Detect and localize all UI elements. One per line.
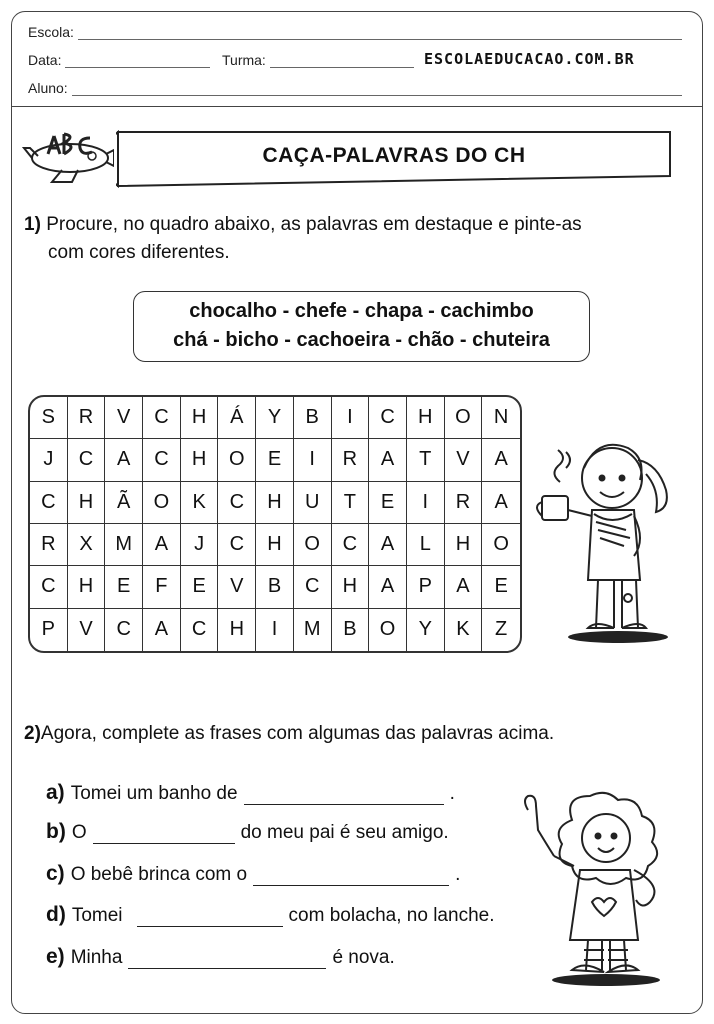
grid-cell[interactable]: U <box>294 482 332 524</box>
grid-cell[interactable]: A <box>445 566 483 608</box>
sentence-a-label: a) <box>46 781 65 804</box>
turma-field[interactable] <box>222 52 414 68</box>
question-2-text: Agora, complete as frases com algumas das palavras acima. <box>40 723 555 744</box>
grid-cell[interactable]: H <box>181 439 219 481</box>
grid-cell[interactable]: I <box>256 609 294 651</box>
grid-cell[interactable]: P <box>30 609 68 651</box>
grid-cell[interactable]: O <box>482 524 520 566</box>
grid-cell[interactable]: Y <box>256 397 294 439</box>
sentence-c-label: c) <box>46 862 65 885</box>
grid-cell[interactable]: V <box>68 609 106 651</box>
grid-cell[interactable]: P <box>407 566 445 608</box>
aluno-field[interactable] <box>28 80 682 96</box>
grid-cell[interactable]: O <box>294 524 332 566</box>
grid-cell[interactable]: T <box>332 482 370 524</box>
grid-cell[interactable]: C <box>105 609 143 651</box>
grid-cell[interactable]: C <box>218 482 256 524</box>
grid-cell[interactable]: C <box>369 397 407 439</box>
site-url: ESCOLAEDUCACAO.COM.BR <box>424 50 635 68</box>
sentence-a-after: . <box>449 783 455 804</box>
grid-cell[interactable]: A <box>482 439 520 481</box>
grid-cell[interactable]: J <box>30 439 68 481</box>
sentence-d <box>46 903 494 927</box>
grid-cell[interactable]: I <box>407 482 445 524</box>
grid-cell[interactable]: C <box>30 566 68 608</box>
grid-cell[interactable]: X <box>68 524 106 566</box>
grid-cell[interactable]: C <box>143 397 181 439</box>
grid-cell[interactable]: C <box>294 566 332 608</box>
grid-cell[interactable]: S <box>30 397 68 439</box>
sentence-a-before: Tomei um banho de <box>70 783 238 804</box>
sentence-c <box>46 862 460 886</box>
grid-cell[interactable]: H <box>332 566 370 608</box>
question-1-line1: Procure, no quadro abaixo, as palavras em destaque e pinte-as <box>46 214 582 235</box>
sentence-e-before: Minha <box>70 947 123 968</box>
girl-with-cup-illustration <box>528 430 678 648</box>
grid-cell[interactable]: H <box>68 566 106 608</box>
grid-cell[interactable]: H <box>218 609 256 651</box>
grid-cell[interactable]: C <box>68 439 106 481</box>
sentence-c-before: O bebê brinca com o <box>70 864 248 885</box>
grid-cell[interactable]: B <box>256 566 294 608</box>
grid-cell[interactable]: K <box>181 482 219 524</box>
grid-cell[interactable]: H <box>256 482 294 524</box>
grid-cell[interactable]: O <box>369 609 407 651</box>
sentence-d-label: d) <box>46 903 66 926</box>
grid-cell[interactable]: M <box>294 609 332 651</box>
question-2 <box>24 720 684 748</box>
grid-cell[interactable]: T <box>407 439 445 481</box>
data-label: Data: <box>28 52 62 68</box>
sentence-c-blank[interactable] <box>253 882 449 886</box>
grid-cell[interactable]: V <box>445 439 483 481</box>
sentence-b-before: O <box>71 822 87 843</box>
sentence-e-after: é nova. <box>332 947 395 968</box>
word-list-line2: chá - bicho - cachoeira - chão - chuteira <box>173 329 550 351</box>
grid-cell[interactable]: Ã <box>105 482 143 524</box>
sentence-b-label: b) <box>46 820 66 843</box>
question-2-number: 2) <box>24 723 41 744</box>
grid-cell[interactable]: O <box>218 439 256 481</box>
grid-cell[interactable]: H <box>181 397 219 439</box>
aluno-label: Aluno: <box>28 80 68 96</box>
grid-cell[interactable]: B <box>332 609 370 651</box>
sentence-e <box>46 945 395 969</box>
grid-cell[interactable]: H <box>68 482 106 524</box>
escola-field[interactable] <box>28 24 682 40</box>
curly-hair-girl-illustration <box>514 790 684 990</box>
grid-cell[interactable]: A <box>482 482 520 524</box>
sentence-b <box>46 820 449 844</box>
grid-cell[interactable]: A <box>369 524 407 566</box>
question-1-line2: com cores diferentes. <box>48 242 230 263</box>
grid-cell[interactable]: C <box>332 524 370 566</box>
grid-cell[interactable]: V <box>218 566 256 608</box>
grid-cell[interactable]: C <box>218 524 256 566</box>
grid-cell[interactable]: I <box>294 439 332 481</box>
grid-cell[interactable]: L <box>407 524 445 566</box>
grid-cell[interactable]: A <box>143 609 181 651</box>
grid-cell[interactable]: C <box>30 482 68 524</box>
sentence-e-blank[interactable] <box>128 965 326 969</box>
sentence-b-blank[interactable] <box>93 840 235 844</box>
sentence-b-after: do meu pai é seu amigo. <box>240 822 449 843</box>
grid-cell[interactable]: M <box>105 524 143 566</box>
grid-cell[interactable]: A <box>369 566 407 608</box>
grid-cell[interactable]: A <box>105 439 143 481</box>
grid-cell[interactable]: R <box>445 482 483 524</box>
abc-airplane-logo <box>22 126 114 186</box>
grid-cell[interactable]: O <box>445 397 483 439</box>
header-divider <box>11 106 703 107</box>
grid-cell[interactable]: A <box>143 524 181 566</box>
escola-label: Escola: <box>28 24 74 40</box>
grid-cell[interactable]: K <box>445 609 483 651</box>
word-list-line1: chocalho - chefe - chapa - cachimbo <box>189 300 534 322</box>
grid-cell[interactable]: E <box>482 566 520 608</box>
data-field[interactable] <box>28 52 210 68</box>
turma-label: Turma: <box>222 52 266 68</box>
grid-cell[interactable]: O <box>143 482 181 524</box>
grid-cell[interactable]: H <box>256 524 294 566</box>
grid-cell[interactable]: F <box>143 566 181 608</box>
grid-cell[interactable]: J <box>181 524 219 566</box>
grid-cell[interactable]: C <box>181 609 219 651</box>
sentence-a <box>46 781 455 805</box>
grid-cell[interactable]: A <box>369 439 407 481</box>
grid-cell[interactable]: V <box>105 397 143 439</box>
question-1 <box>24 211 694 239</box>
grid-cell[interactable]: H <box>407 397 445 439</box>
sentence-e-label: e) <box>46 945 65 968</box>
word-list-box <box>133 291 590 362</box>
grid-cell[interactable]: I <box>332 397 370 439</box>
grid-cell[interactable]: R <box>68 397 106 439</box>
grid-cell[interactable]: R <box>332 439 370 481</box>
question-1-number: 1) <box>24 214 41 235</box>
grid-cell[interactable]: Á <box>218 397 256 439</box>
grid-cell[interactable]: Y <box>407 609 445 651</box>
sentence-a-blank[interactable] <box>244 801 444 805</box>
grid-cell[interactable]: E <box>105 566 143 608</box>
sentence-d-blank[interactable] <box>137 923 283 927</box>
sentence-c-after: . <box>455 864 461 885</box>
grid-cell[interactable]: B <box>294 397 332 439</box>
grid-cell[interactable]: N <box>482 397 520 439</box>
grid-cell[interactable]: R <box>30 524 68 566</box>
sentence-d-after: com bolacha, no lanche. <box>288 905 495 926</box>
grid-cell[interactable]: C <box>143 439 181 481</box>
grid-cell[interactable]: H <box>445 524 483 566</box>
word-search-grid <box>28 395 522 653</box>
grid-cell[interactable]: E <box>369 482 407 524</box>
grid-cell[interactable]: E <box>181 566 219 608</box>
sentence-d-before: Tomei <box>71 905 123 926</box>
page-title: CAÇA-PALAVRAS DO CH <box>262 144 526 167</box>
grid-cell[interactable]: E <box>256 439 294 481</box>
grid-cell[interactable]: Z <box>495 618 508 641</box>
